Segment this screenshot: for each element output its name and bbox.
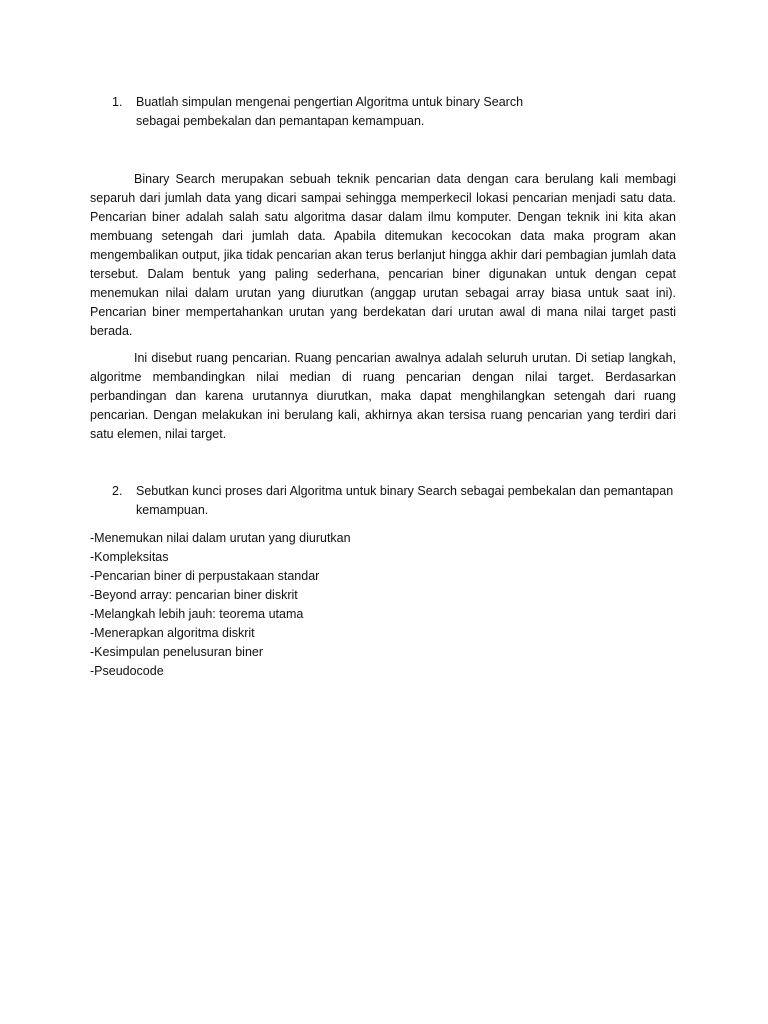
list-item: -Pseudocode [90,664,164,678]
question-2 [112,482,678,520]
list-item: -Melangkah lebih jauh: teorema utama [90,607,304,621]
question-2-text: Sebutkan kunci proses dari Algoritma untuk binary Search sebagai pembekalan dan pemantapan kemampuan. [136,484,674,517]
list-item: -Kompleksitas [90,550,169,564]
answer-1-paragraph-1 [90,170,676,341]
list-item: -Beyond array: pencarian biner diskrit [90,588,298,602]
answer-1-paragraph-2 [90,349,676,444]
question-2-number: 2. [112,484,123,498]
list-item: -Pencarian biner di perpustakaan standar [90,569,320,583]
list-item: -Menerapkan algoritma diskrit [90,626,255,640]
list-item: -Menemukan nilai dalam urutan yang diurutkan [90,531,351,545]
question-1 [112,93,542,131]
paragraph-text: Ini disebut ruang pencarian. Ruang pencarian awalnya adalah seluruh urutan. Di setiap langkah, algoritme membandingkan nilai median di ruang pencarian dengan nilai target. Berdasarkan perbandingan dan karena urutannya diurutkan, maka dapat menghilangkan setengah dari ruang pencarian. Dengan melakukan ini berulang kali, akhirnya akan tersisa ruang pencarian yang terdiri dari satu elemen, nilai target. [90,351,676,441]
question-1-number: 1. [112,95,123,109]
list-item: -Kesimpulan penelusuran biner [90,645,264,659]
paragraph-text: Binary Search merupakan sebuah teknik pencarian data dengan cara berulang kali membagi separuh dari jumlah data yang dicari sampai sehingga memperkecil lokasi pencarian menjadi satu data. Pencarian biner adalah salah satu algoritma dasar dalam ilmu komputer. Dengan teknik ini kita akan membuang setengah dari jumlah data. Apabila ditemukan kecocokan data maka program akan mengembalikan output, jika tidak pencarian akan terus berlanjut hingga akhir dari pembagian jumlah data tersebut. Dalam bentuk yang paling sederhana, pencarian biner digunakan untuk dengan cepat menemukan nilai dalam urutan yang diurutkan (anggap urutan sebagai array biasa untuk saat ini). Pencarian biner mempertahankan urutan yang berdekatan dari urutan awal di mana nilai target pasti berada. [90,172,676,338]
answer-2-list [90,529,351,681]
question-1-text: Buatlah simpulan mengenai pengertian Algoritma untuk binary Search sebagai pembekalan dan pemantapan kemampuan. [136,95,524,128]
